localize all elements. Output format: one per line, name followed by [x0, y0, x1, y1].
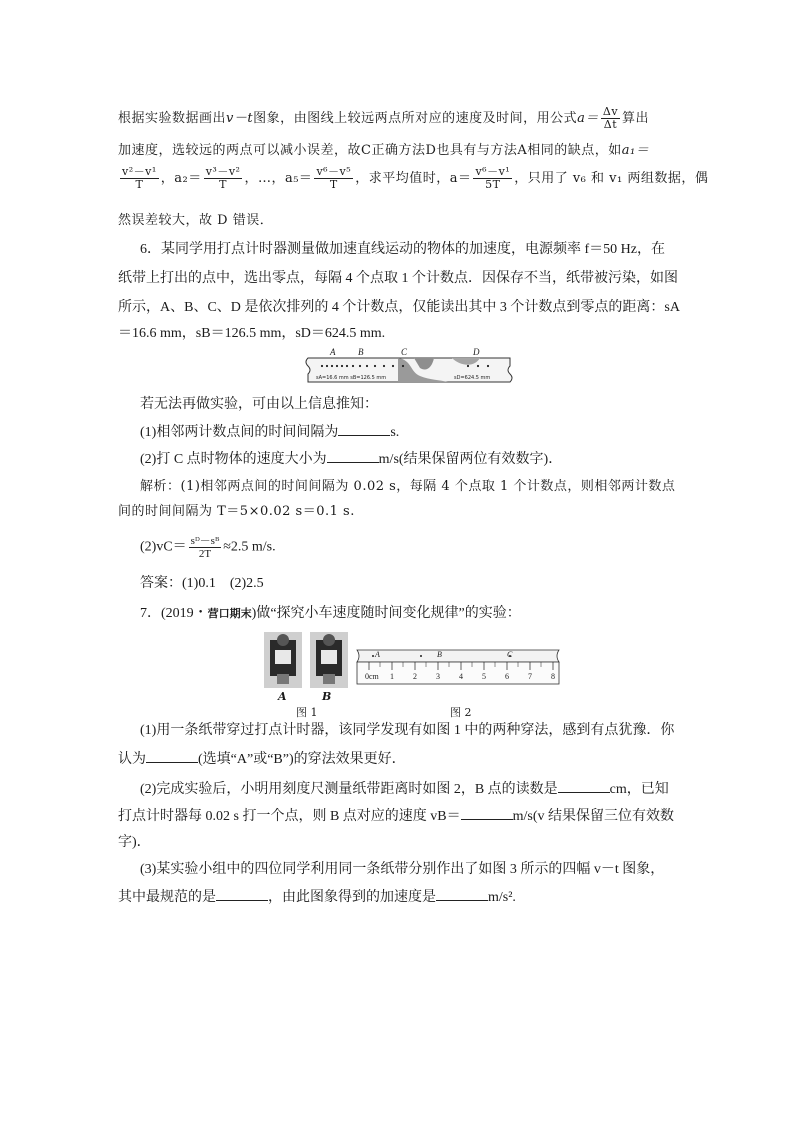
ruler-num-3: 3 — [436, 672, 440, 681]
timer-a-base — [277, 674, 289, 684]
q6-solution-3: (2)vC＝ $\frac{\text{sᴰ－sᴮ}}{2T}$ ≈2.5 m/s. — [140, 535, 276, 560]
answer-blank-3[interactable] — [146, 750, 198, 763]
q7-line-1: 7．(2019・营口期末)做“探究小车速度随时间变化规律”的实验： — [140, 606, 521, 621]
timer-a-plate — [275, 650, 291, 664]
q7-sub2-line-1: (2)完成实验后，小明用刻度尺测量纸带距离时如图 2，B 点的读数是 cm，已知 — [140, 782, 669, 797]
ruler-letter-a: A — [375, 650, 380, 659]
answer-blank-1[interactable] — [338, 423, 390, 436]
tape-label-b: B — [358, 347, 364, 357]
prev-line-4: 然误差较大，故 D 错误． — [118, 213, 274, 228]
figure-1-timers — [262, 630, 352, 690]
q6-line-4: ＝16.6 mm，sB＝126.5 mm，sD＝624.5 mm. — [118, 326, 386, 341]
ruler-letter-b: B — [437, 650, 442, 659]
ruler-num-2: 2 — [413, 672, 417, 681]
timer-b-plate — [321, 650, 337, 664]
q6-answer: 答案：(1)0.1 (2)2.5 — [140, 576, 264, 591]
fig1-label-b: B — [322, 690, 332, 703]
ruler-num-6: 6 — [505, 672, 509, 681]
q6-part-2: (2)打 C 点时物体的速度大小为 m/s(结果保留两位有效数字)． — [140, 452, 563, 467]
answer-blank-2[interactable] — [327, 450, 379, 463]
q6-solution-1: 解析：(1)相邻两点间的时间间隔为 0.02 s，每隔 4 个点取 1 个计数点，则相邻两计数点 — [140, 479, 676, 494]
ruler-num-0: 0cm — [365, 672, 379, 681]
ruler-num-1: 1 — [390, 672, 394, 681]
q6-line-2: 纸带上打出的点中，选出零点，每隔 4 个点取 1 个计数点．因保存不当，纸带被污染，如图 — [118, 271, 678, 286]
answer-blank-7[interactable] — [436, 888, 488, 901]
fig1-caption: 图 1 — [296, 706, 318, 719]
ruler-num-4: 4 — [459, 672, 463, 681]
q7-sub1-line-1: (1)用一条纸带穿过打点计时器，该同学发现有如图 1 中的两种穿法，感到有点犹豫．你 — [140, 723, 675, 738]
tape-label-d: D — [473, 347, 480, 357]
tape-note-left: sA=16.6 mm sB=126.5 mm — [316, 375, 387, 381]
timer-b-knob — [323, 634, 335, 646]
prev-line-3: $\frac{\text{v²－v¹}}{T}$ ，a₂＝ $\frac{\text{v³－v²}}{T}$ ，…，a₅＝ $\frac{\text{v⁶－v⁵}}{T}$ ，求平均值时，a＝ $\frac{\text{v⁶－v¹}}{5T}$ ，只用了 v₆ 和 v₁ 两组数据，偶 — [122, 165, 709, 191]
answer-blank-6[interactable] — [216, 888, 268, 901]
q6-solution-2: 间的时间间隔为 T＝5×0.02 s＝0.1 s. — [118, 504, 355, 519]
timer-b-base — [323, 674, 335, 684]
q6-infer: 若无法再做实验，可由以上信息推知： — [140, 397, 378, 412]
paper-tape-figure — [302, 346, 518, 386]
prev-line-2: 加速度，选较远的两点可以减小误差，故C正确方法D也具有与方法A相同的缺点，如a₁＝ — [118, 143, 650, 158]
q7-sub1-line-2: 认为 (选填“A”或“B”)的穿法效果更好． — [118, 752, 406, 767]
q7-sub2-line-2: 打点计时器每 0.02 s 打一个点，则 B 点对应的速度 vB＝ m/s(v 结果保留三位有效数 — [118, 809, 675, 824]
answer-blank-4[interactable] — [558, 780, 610, 793]
ruler-tape — [357, 650, 559, 662]
tape-label-c: C — [401, 347, 408, 357]
prev-line-1: 根据实验数据画出v－t图象，由图线上较远两点所对应的速度及时间，用公式a＝ $\frac{\Delta v}{\Delta t}$ 算出 — [118, 105, 650, 131]
ruler-num-8: 8 — [551, 672, 555, 681]
ruler-letter-c: C — [507, 650, 513, 659]
answer-blank-5[interactable] — [461, 807, 513, 820]
q7-sub3-line-2: 其中最规范的是 ，由此图象得到的加速度是 m/s². — [118, 890, 516, 905]
figure-2-ruler — [355, 648, 563, 686]
ruler-num-5: 5 — [482, 672, 486, 681]
ruler-num-7: 7 — [528, 672, 532, 681]
q6-line-1: 6．某同学用打点计时器测量做加速直线运动的物体的加速度，电源频率 f＝50 Hz，在 — [140, 242, 665, 257]
fig1-label-a: A — [278, 690, 287, 703]
q7-sub3-line-1: (3)某实验小组中的四位同学利用同一条纸带分别作出了如图 3 所示的四幅 v－t 图象， — [140, 862, 665, 877]
q6-line-3: 所示，A、B、C、D 是依次排列的 4 个计数点，仅能读出其中 3 个计数点到零点的距离：sA — [118, 300, 680, 315]
tape-label-a: A — [330, 347, 336, 357]
tape-note-right: sD=624.5 mm — [454, 375, 491, 381]
q6-part-1: (1)相邻两计数点间的时间间隔为 s. — [140, 425, 400, 440]
timer-a-knob — [277, 634, 289, 646]
fig2-caption: 图 2 — [450, 706, 472, 719]
q7-sub2-line-3: 字)． — [118, 835, 151, 850]
